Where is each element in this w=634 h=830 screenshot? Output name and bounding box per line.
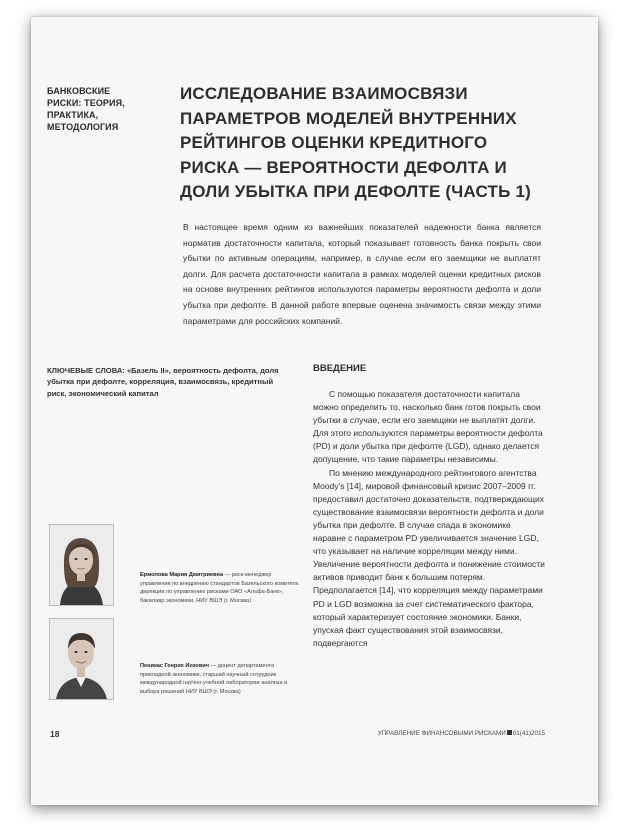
page-number: 18: [50, 729, 60, 739]
article-title: ИССЛЕДОВАНИЕ ВЗАИМОСВЯЗИ ПАРАМЕТРОВ МОДЕЛЕЙ ВНУТРЕННИХ РЕЙТИНГОВ ОЦЕНКИ КРЕДИТНОГО РИСКА — ВЕРОЯТНОСТИ ДЕФОЛТА И ДОЛИ УБЫТКА ПРИ ДЕФОЛТЕ (ЧАСТЬ 1): [180, 84, 531, 201]
author-photo-female: [49, 524, 114, 606]
author-2-name: Пеникас Генрих Иозович: [140, 663, 209, 669]
journal-footer: [355, 730, 545, 737]
intro-body: [313, 388, 545, 650]
keywords: КЛЮЧЕВЫЕ СЛОВА: «Базель II», вероятность дефолта, доля убытка при дефолте, корреляция, взаимосвязь, кредитный риск, экономический капитал: [47, 366, 279, 398]
article-abstract: В настоящее время одним из важнейших показателей надежности банка является норматив достаточности капитала, который показывает готовность банка покрыть свои убытки по активным операциям, например, в случае если его заемщики не выплатят долги. Для расчета достаточности капитала в рамках моделей оценки кредитных рисков на основе внутренних рейтингов используются параметры вероятности дефолта и доли убытка при дефолте. В данной работе впервые оценена значимость связи между этими параметрами для российских компаний.: [183, 222, 541, 326]
intro-paragraph: По мнению международного рейтингового агентства Moody’s [14], мировой финансовый кризис 2007–2009 гг. предоставил достаточно доказательств, подтверждающих существование взаимосвязи вероятности дефолта и доли убытка при дефолте. В случае спада в экономике наравне с параметром PD увеличивается значение LGD, что указывает на наличие корреляции между ними. Увеличение вероятности дефолта и понижение стоимости активов приводит банк к большим потерям. Предполагается [14], что корреляция между параметрами PD и LGD возможна за счет систематического фактора, который характеризует состояние экономики. Банки, упуская факт существования этой взаимосвязи, подвергаются: [313, 467, 545, 648]
intro-heading: ВВЕДЕНИЕ: [313, 363, 367, 374]
author-photo-male: [49, 618, 114, 700]
section-label: БАНКОВСКИЕ РИСКИ: ТЕОРИЯ, ПРАКТИКА, МЕТОДОЛОГИЯ: [47, 86, 125, 132]
journal-name: УПРАВЛЕНИЕ ФИНАНСОВЫМИ РИСКАМИ: [377, 730, 506, 737]
author-1-desc: — риск-менеджер управления по внедрению стандартов Базельского комитета дирекции по управлению рисками ОАО «Альфа-Банк», бакалавр экономики, НИУ ВШЭ (г. Москва): [140, 572, 299, 604]
intro-paragraph: С помощью показателя достаточности капитала можно определить то, насколько банк готов покрыть свои убытки в случае, если его заемщики не выплатят долги. Для этого используются параметры вероятности дефолта (PD) и доли убытка при дефолте (LGD), однако делается допущение, что такие параметры независимы.: [313, 389, 543, 465]
author-2-info: [140, 662, 300, 696]
author-2-desc: — доцент департамента прикладной экономики, старший научный сотрудник международной научно-учебной лаборатории анализа и выбора решений НИУ ВШЭ (г. Москва): [140, 663, 288, 695]
author-1-name: Ермолова Мария Дмитриевна: [140, 572, 224, 578]
journal-issue: 01(41)2015: [512, 730, 545, 737]
square-icon: [507, 730, 512, 735]
author-1-info: [140, 571, 300, 605]
